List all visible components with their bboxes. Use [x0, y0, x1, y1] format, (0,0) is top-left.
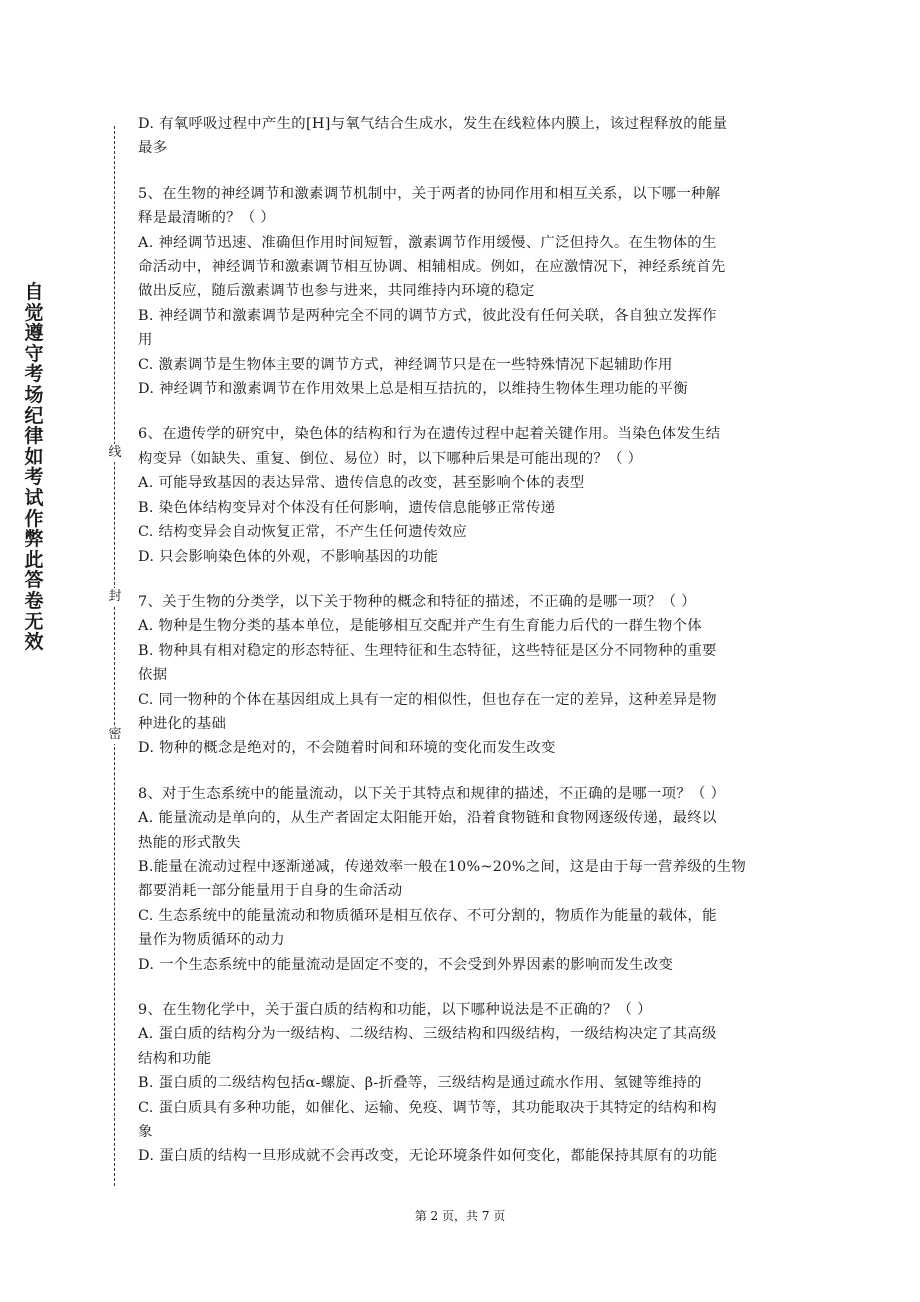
question-line: D. 有氧呼吸过程中产生的[H]与氧气结合生成水，发生在线粒体内膜上，该过程释放的能量: [138, 116, 728, 132]
question-line: 依据: [138, 667, 168, 684]
question-line: B. 物种具有相对稳定的形态特征、生理特征和生态特征，这些特征是区分不同物种的重要: [138, 642, 717, 659]
question-gap: [138, 761, 788, 782]
question-line: D. 一个生态系统中的能量流动是固定不变的，不会受到外界因素的影响而发生改变: [138, 956, 674, 973]
question-line: 都要消耗一部分能量用于自身的生命活动: [138, 883, 403, 900]
question-line: A. 神经调节迅速、准确但作用时间短暂，激素调节作用缓慢、广泛但持久。在生物体的生: [138, 234, 717, 251]
question-line: 6、在遗传学的研究中，染色体的结构和行为在遗传过程中起着关键作用。当染色体发生结: [138, 426, 721, 443]
question-line: D. 蛋白质的结构一旦形成就不会再改变，无论环境条件如何变化，都能保持其原有的功能: [138, 1148, 718, 1165]
question-block-q8: [138, 782, 788, 977]
question-line: 最多: [138, 140, 168, 157]
question-line: 9、在生物化学中，关于蛋白质的结构和功能，以下哪种说法是不正确的？（ ）: [138, 1002, 652, 1018]
question-line: 量作为物质循环的动力: [138, 932, 285, 949]
question-gap: [138, 401, 788, 422]
question-line: 象: [138, 1124, 153, 1141]
question-line: 8、对于生态系统中的能量流动，以下关于其特点和规律的描述，不正确的是哪一项？（ ）: [138, 785, 726, 802]
question-block-q6: [138, 422, 788, 568]
question-line: 用: [138, 332, 153, 349]
question-block-q5: [138, 182, 788, 402]
question-block-q9: [138, 998, 788, 1169]
seal-mark-feng: 封: [106, 588, 124, 606]
binding-dashed-line: [114, 126, 115, 1186]
question-line: C. 激素调节是生物体主要的调节方式，神经调节只是在一些特殊情况下起辅助作用: [138, 356, 673, 373]
question-line: C. 生态系统中的能量流动和物质循环是相互依存、不可分割的，物质作为能量的载体，能: [138, 907, 717, 924]
question-line: A. 能量流动是单向的，从生产者固定太阳能开始，沿着食物链和食物网逐级传递，最终以: [138, 810, 717, 827]
question-gap: [138, 161, 788, 182]
question-line: C. 同一物种的个体在基因组成上具有一定的相似性，但也存在一定的差异，这种差异是物: [138, 691, 717, 708]
question-line: 结构和功能: [138, 1050, 212, 1067]
question-line: A. 可能导致基因的表达异常、遗传信息的改变，甚至影响个体的表型: [138, 475, 585, 492]
exam-discipline-notice: 自觉遵守考场纪律如考试作弊此答卷无效: [24, 281, 44, 654]
question-line: 种进化的基础: [138, 715, 227, 732]
seal-mark-xian: 线: [106, 444, 124, 462]
question-line: 做出反应，随后激素调节也参与进来，共同维持内环境的稳定: [138, 283, 535, 300]
question-gap: [138, 977, 788, 998]
question-line: C. 蛋白质具有多种功能，如催化、运输、免疫、调节等，其功能取决于其特定的结构和构: [138, 1099, 717, 1116]
question-line: D. 物种的概念是绝对的，不会随着时间和环境的变化而发生改变: [138, 740, 556, 757]
question-block-q7: [138, 590, 788, 761]
page-number: 第 2 页，共 7 页: [414, 1209, 506, 1223]
question-line: D. 神经调节和激素调节在作用效果上总是相互拮抗的，以维持生物体生理功能的平衡: [138, 381, 688, 398]
question-line: A. 蛋白质的结构分为一级结构、二级结构、三级结构和四级结构，一级结构决定了其高级: [138, 1026, 717, 1043]
question-block-q4-tail: [138, 112, 788, 161]
question-line: 5、在生物的神经调节和激素调节机制中，关于两者的协同作用和相互关系，以下哪一种解: [138, 185, 721, 202]
seal-mark-mi: 密: [106, 726, 124, 744]
question-line: A. 物种是生物分类的基本单位，是能够相互交配并产生有生育能力后代的一群生物个体: [138, 618, 702, 635]
question-line: D. 只会影响染色体的外观，不影响基因的功能: [138, 548, 439, 565]
question-line: B. 蛋白质的二级结构包括α-螺旋、β-折叠等，三级结构是通过疏水作用、氢键等维持的: [138, 1075, 702, 1092]
question-line: B.能量在流动过程中逐渐递减，传递效率一般在10%~20%之间，这是由于每一营养级的生物: [138, 858, 747, 875]
question-content: [138, 112, 788, 1169]
question-gap: [138, 569, 788, 590]
question-line: B. 染色体结构变异对个体没有任何影响，遗传信息能够正常传递: [138, 499, 556, 516]
question-line: B. 神经调节和激素调节是两种完全不同的调节方式，彼此没有任何关联，各自独立发挥作: [138, 307, 717, 324]
question-line: 7、关于生物的分类学，以下关于物种的概念和特征的描述，不正确的是哪一项？（ ）: [138, 593, 696, 610]
question-line: 命活动中，神经调节和激素调节相互协调、相辅相成。例如，在应激情况下，神经系统首先: [138, 259, 726, 276]
question-line: 构变异（如缺失、重复、倒位、易位）时，以下哪种后果是可能出现的？（ ）: [138, 450, 643, 467]
question-line: 热能的形式散失: [138, 834, 241, 851]
question-line: 释是最清晰的？（ ）: [138, 210, 276, 227]
question-line: C. 结构变异会自动恢复正常，不产生任何遗传效应: [138, 524, 468, 541]
